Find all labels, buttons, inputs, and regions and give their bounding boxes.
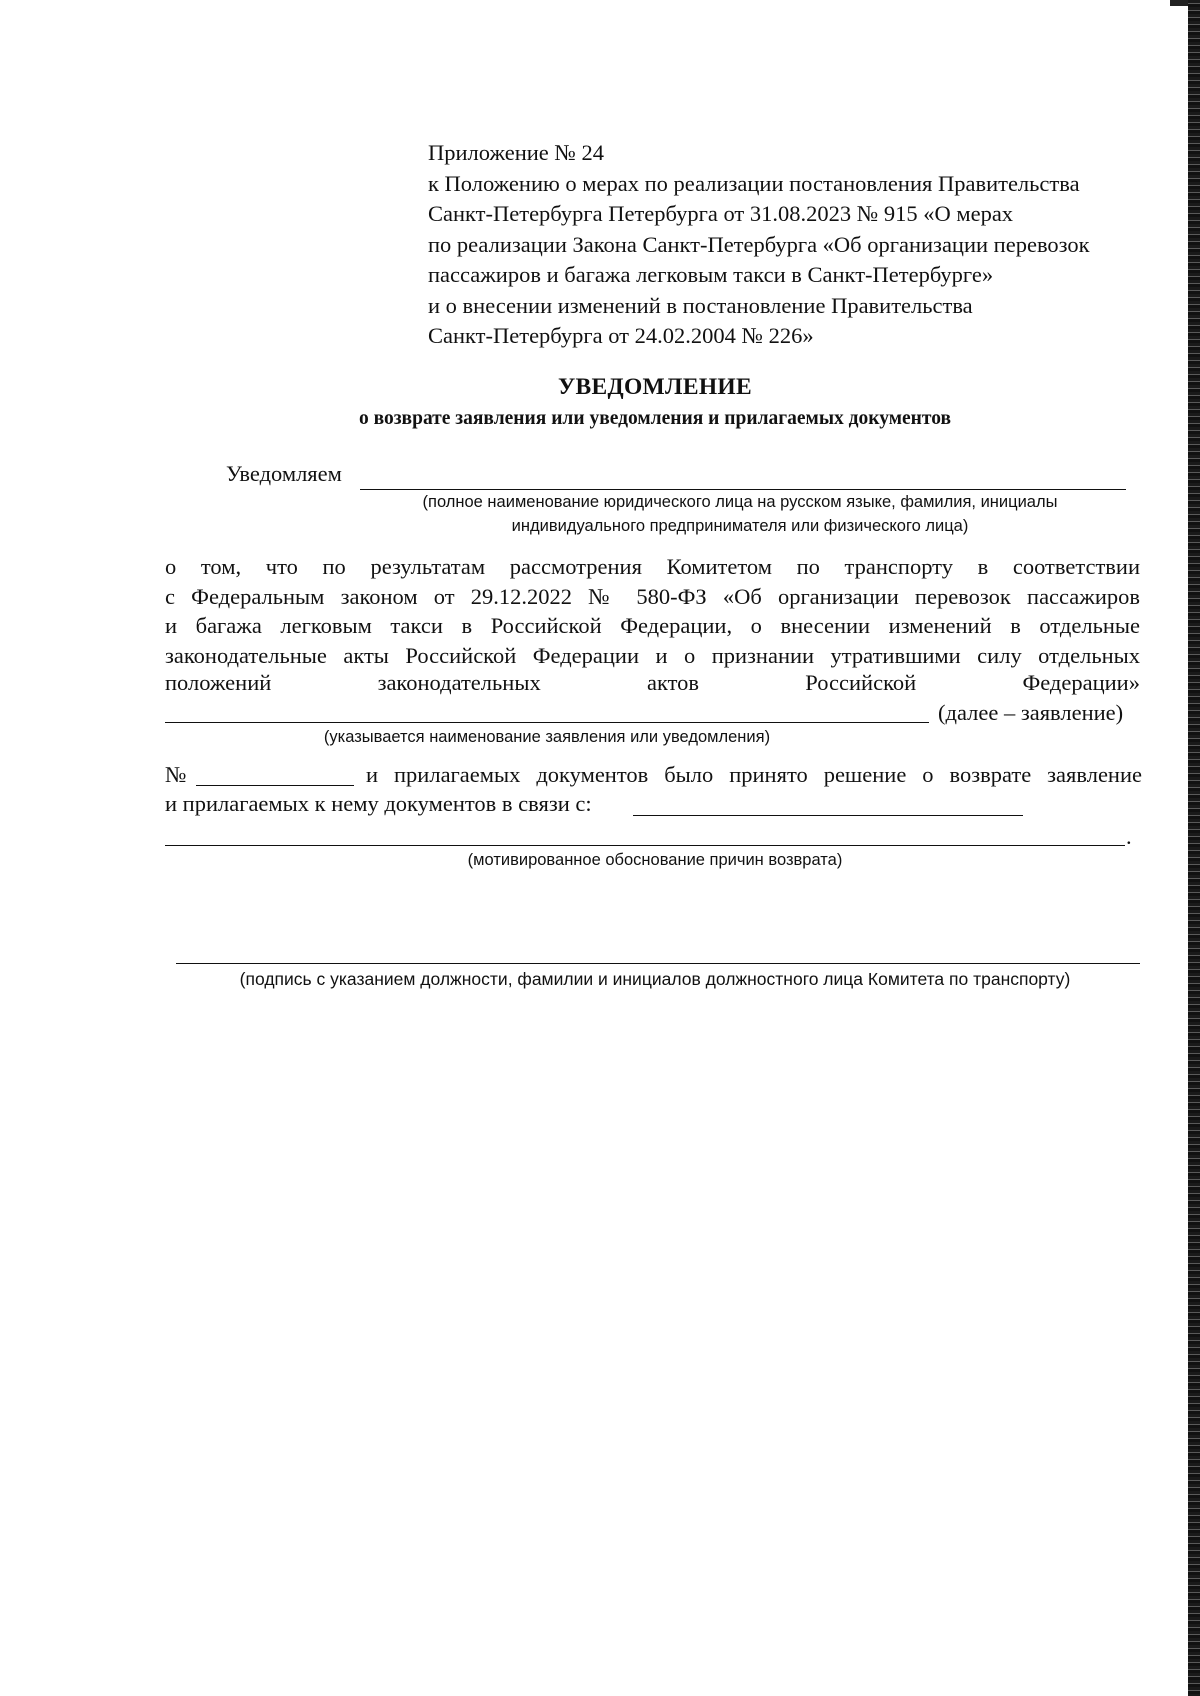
reason-end-dot: . [1126, 824, 1132, 849]
body-word: Российской [805, 670, 917, 695]
appendix-header [428, 138, 1168, 352]
appendix-line: Приложение № 24 [428, 140, 604, 165]
statement-name-line[interactable] [165, 722, 929, 723]
document-subtitle: о возврате заявления или уведомления и прилагаемых документов [358, 408, 952, 429]
document-title: УВЕДОМЛЕНИЕ [558, 374, 752, 400]
notify-caption-line1: (полное наименование юридического лица на русском языке, фамилия, инициалы [422, 493, 1058, 511]
signature-caption: (подпись с указанием должности, фамилии и инициалов должностного лица Комитета по транспорту) [239, 969, 1071, 989]
body-line: с Федеральным законом от 29.12.2022 № 580-ФЗ «Об организации перевозок пассажиров [165, 584, 1140, 609]
body-line-spread [165, 670, 1140, 696]
body-word: законодательных [377, 670, 541, 695]
appendix-line: Санкт-Петербурга от 24.02.2004 № 226» [428, 323, 814, 348]
appendix-line: к Положению о мерах по реализации постановления Правительства [428, 170, 1080, 196]
reason-line-1[interactable] [633, 815, 1023, 816]
notify-label: Уведомляем [226, 461, 342, 486]
scan-edge-corner [1170, 0, 1188, 6]
body-line: о том, что по результатам рассмотрения Комитетом по транспорту в соответствии [165, 554, 1140, 579]
notify-caption-line2: индивидуального предпринимателя или физического лица) [511, 517, 969, 535]
body-word: положений [165, 670, 272, 695]
appendix-line: пассажиров и багажа легковым такси в Санкт-Петербурге» [428, 262, 994, 287]
body-line: и багажа легковым такси в Российской Федерации, о внесении изменений в отдельные [165, 613, 1140, 638]
reason-caption: (мотивированное обоснование причин возврата) [467, 851, 843, 869]
statement-number-line[interactable] [196, 785, 354, 786]
number-sign: № [165, 762, 187, 787]
body-word: актов [646, 670, 699, 695]
scan-edge-artifact [1188, 0, 1200, 1696]
body-line: законодательные акты Российской Федерации и о признании утратившими силу отдельных [165, 643, 1140, 668]
decision-text-line2: и прилагаемых к нему документов в связи с: [165, 791, 592, 816]
appendix-line: Санкт-Петербурга Петербурга от 31.08.2023 № 915 «О мерах [428, 201, 1014, 226]
signature-line[interactable] [176, 963, 1140, 964]
appendix-line: по реализации Закона Санкт-Петербурга «Об организации перевозок [428, 231, 1090, 257]
body-word: Федерации» [1022, 670, 1140, 695]
statement-after-text: (далее – заявление) [938, 700, 1124, 725]
statement-caption: (указывается наименование заявления или уведомления) [323, 728, 771, 746]
decision-text: и прилагаемых документов было принято решение о возврате заявление [366, 762, 1142, 787]
notify-recipient-line[interactable] [360, 489, 1126, 490]
appendix-line: и о внесении изменений в постановление Правительства [428, 292, 973, 318]
reason-line-2[interactable] [165, 845, 1125, 846]
